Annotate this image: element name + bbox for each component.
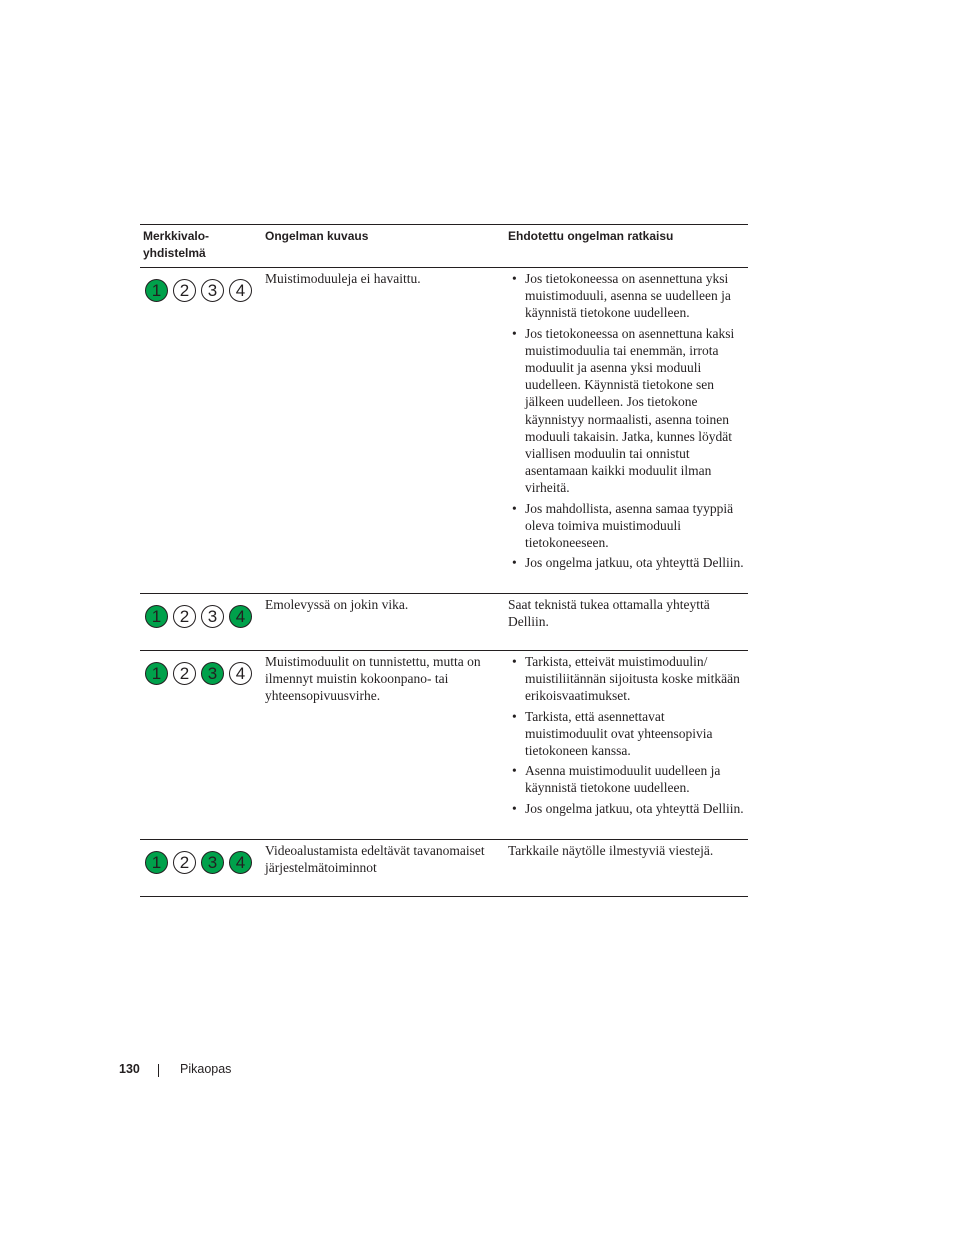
suggested-solution (508, 651, 748, 839)
led-3-icon: 3 (201, 851, 224, 874)
table-row (140, 651, 748, 840)
solution-item: • Jos ongelma jatkuu, ota yhteyttä Delliin. (508, 554, 748, 571)
header-col1-line2: yhdistelmä (143, 246, 206, 260)
led-4-icon: 4 (229, 662, 252, 685)
solution-item: • Asenna muistimoduulit uudelleen ja käynnistä tietokone uudelleen. (508, 762, 748, 796)
led-3-icon: 3 (201, 279, 224, 302)
footer-title: Pikaopas (180, 1062, 232, 1076)
page-footer (0, 1062, 954, 1082)
solution-item: • Jos mahdollista, asenna samaa tyyppiä oleva toimiva muistimoduuli tietokoneeseen. (508, 500, 748, 552)
solution-item: • Jos tietokoneessa on asennettuna yksi muistimoduuli, asenna se uudelleen ja käynnistä tietokone uudelleen. (508, 270, 748, 322)
table-row (140, 840, 748, 897)
solution-item: • Jos tietokoneessa on asennettuna kaksi muistimoduulia tai enemmän, irrota moduulit ja asenna yksi moduuli uudelleen. Käynnistä tietokone sen jälkeen uudelleen. Jos tietokone käynnistyy normaalisti, asenna toinen moduuli takaisin. Jatka, kunnes löydät viallisen moduulin tai onnistut asentamaan kaikki moduulit ilman virheitä. (508, 325, 748, 497)
led-2-icon: 2 (173, 851, 196, 874)
solution-list (508, 653, 748, 817)
led-1-icon: 1 (145, 662, 168, 685)
solution-item: • Tarkista, etteivät muistimoduulin/ muistiliitännän sijoitusta koske mitkään erikoisvaatimukset. (508, 653, 748, 705)
solution-list (508, 270, 748, 571)
header-col1-line1: Merkkivalo- (143, 229, 210, 243)
problem-description: Videoalustamista edeltävät tavanomaiset järjestelmätoiminnot (265, 843, 485, 876)
light-pattern (143, 270, 265, 302)
suggested-solution: Saat teknistä tukea ottamalla yhteyttä Delliin. (508, 597, 710, 630)
led-4-icon: 4 (229, 851, 252, 874)
header-problem-description: Ongelman kuvaus (265, 229, 369, 243)
header-suggested-solution: Ehdotettu ongelman ratkaisu (508, 229, 674, 243)
led-4-icon: 4 (229, 279, 252, 302)
led-1-icon: 1 (145, 605, 168, 628)
footer-divider (158, 1064, 159, 1077)
light-pattern (143, 653, 265, 685)
suggested-solution (508, 268, 748, 593)
light-pattern-cell (140, 268, 265, 593)
header-light-combination (140, 225, 265, 267)
problem-description: Muistimoduulit on tunnistettu, mutta on ilmennyt muistin kokoonpano- tai yhteensopivuusvirhe. (265, 654, 481, 704)
led-1-icon: 1 (145, 851, 168, 874)
led-2-icon: 2 (173, 605, 196, 628)
light-pattern-cell (140, 651, 265, 839)
led-2-icon: 2 (173, 279, 196, 302)
table-header (140, 225, 748, 268)
page-number: 130 (119, 1062, 140, 1076)
led-4-icon: 4 (229, 605, 252, 628)
solution-item: • Tarkista, että asennettavat muistimoduulit ovat yhteensopivia tietokoneen kanssa. (508, 708, 748, 760)
diagnostic-lights-table (140, 224, 748, 897)
light-pattern-cell (140, 840, 265, 896)
light-pattern-cell (140, 594, 265, 650)
problem-description: Emolevyssä on jokin vika. (265, 597, 409, 612)
led-1-icon: 1 (145, 279, 168, 302)
led-2-icon: 2 (173, 662, 196, 685)
table-row (140, 594, 748, 651)
led-3-icon: 3 (201, 662, 224, 685)
table-row (140, 268, 748, 594)
light-pattern (143, 842, 265, 874)
problem-description: Muistimoduuleja ei havaittu. (265, 271, 421, 286)
solution-item: • Jos ongelma jatkuu, ota yhteyttä Delliin. (508, 800, 748, 817)
light-pattern (143, 596, 265, 628)
suggested-solution: Tarkkaile näytölle ilmestyviä viestejä. (508, 843, 714, 858)
led-3-icon: 3 (201, 605, 224, 628)
